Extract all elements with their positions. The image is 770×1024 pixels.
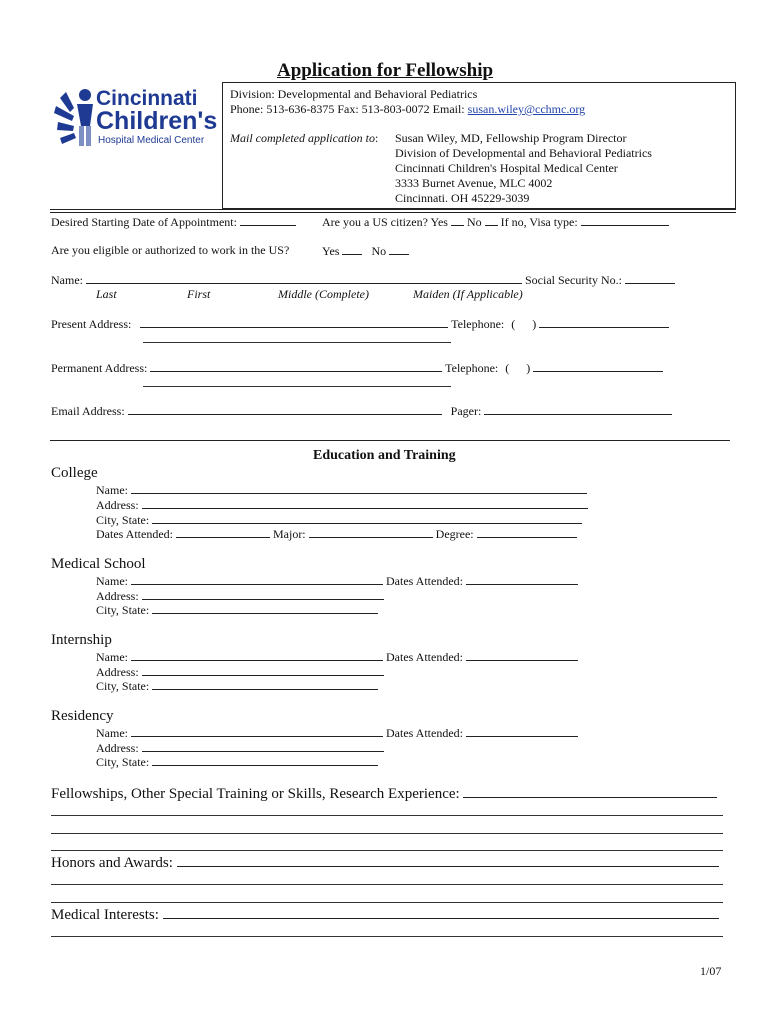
college-city-row [96,512,582,527]
medschool-address-label: Address: [96,589,139,603]
medschool-city-field[interactable] [152,602,378,614]
start-date-field[interactable] [240,214,296,226]
college-major-label: Major: [272,527,306,541]
interests-line-2[interactable] [51,936,723,937]
name-part-maiden: Maiden (If Applicable) [413,287,523,301]
email-row [51,403,672,418]
logo-line-1: Cincinnati [96,87,198,110]
college-dates-row [96,526,577,541]
section-divider [50,440,730,441]
present-address-row [51,316,669,331]
visa-type-field[interactable] [581,214,669,226]
logo-line-3: Hospital Medical Center [98,135,205,146]
residency-heading: Residency [51,708,114,724]
contact-email-link[interactable]: susan.wiley@cchmc.org [467,102,586,116]
present-paren-close: ) [532,317,537,331]
name-field[interactable] [86,272,522,284]
eligible-no-label: No [371,244,387,258]
residency-city-label: City, State: [96,755,150,769]
citizen-no-field[interactable] [485,214,498,226]
interests-row [51,905,719,924]
college-address-field[interactable] [142,497,588,509]
name-part-last: Last [96,287,117,301]
permanent-paren-close: ) [526,361,531,375]
ssn-label: Social Security No.: [525,273,622,287]
contact-info-box [222,82,736,209]
college-dates-label: Dates Attended: [96,527,173,541]
medschool-name-label: Name: [96,574,128,588]
college-major-field[interactable] [309,526,433,538]
eligible-no-field[interactable] [389,243,409,255]
fellowships-line-4[interactable] [51,850,723,851]
residency-city-row [96,754,378,769]
residency-address-label: Address: [96,741,139,755]
mail-label-colon: : [374,131,379,145]
start-date-row [51,214,296,229]
fellowships-field[interactable] [463,784,717,798]
internship-city-field[interactable] [152,678,378,690]
start-date-label: Desired Starting Date of Appointment: [51,215,237,229]
name-part-middle: Middle (Complete) [278,287,369,301]
residency-city-field[interactable] [152,754,378,766]
name-label: Name: [51,273,83,287]
visa-label: If no, Visa type: [500,215,578,229]
internship-name-label: Name: [96,650,128,664]
residency-name-row [96,725,578,740]
citizen-yes-field[interactable] [451,214,464,226]
email-field[interactable] [128,403,442,415]
present-address-label: Present Address: [51,317,132,331]
fellowships-line-2[interactable] [51,815,723,816]
header-divider [50,209,736,210]
name-row [51,272,675,287]
residency-dates-label: Dates Attended: [386,726,463,740]
permanent-telephone-field[interactable] [533,360,663,372]
present-telephone-field[interactable] [539,316,669,328]
internship-name-field[interactable] [131,649,383,661]
name-part-first: First [187,287,211,301]
pager-field[interactable] [484,403,672,415]
page-title: Application for Fellowship [277,60,494,81]
present-telephone-label: Telephone: [451,317,505,331]
interests-field[interactable] [163,905,719,919]
internship-heading: Internship [51,632,112,648]
fellowships-row [51,784,717,803]
eligible-label: Are you eligible or authorized to work in the US? [51,243,290,257]
internship-city-row [96,678,378,693]
residency-address-field[interactable] [142,740,384,752]
college-name-row [96,482,587,497]
mail-address-line-3: Cincinnati Children's Hospital Medical Center [395,161,618,175]
residency-address-row [96,740,384,755]
mail-address-line-5: Cincinnati. OH 45229-3039 [395,191,530,205]
permanent-address-row [51,360,663,375]
permanent-address-label: Permanent Address: [51,361,148,375]
division-text: Division: Developmental and Behavioral Pediatrics [230,87,478,101]
permanent-address-field[interactable] [150,360,442,372]
medschool-dates-field[interactable] [466,573,578,585]
medschool-city-row [96,602,378,617]
medschool-address-row [96,588,384,603]
medschool-dates-label: Dates Attended: [386,574,463,588]
college-name-label: Name: [96,483,128,497]
logo-line-2: Children's [96,107,218,135]
hospital-logo [52,86,220,152]
fellowships-label: Fellowships, Other Special Training or Skills, Research Experience: [51,786,460,802]
medschool-address-field[interactable] [142,588,384,600]
mail-address-line-4: 3333 Burnet Avenue, MLC 4002 [395,176,553,190]
medschool-city-label: City, State: [96,603,150,617]
college-address-label: Address: [96,498,139,512]
medical-school-heading: Medical School [51,556,146,572]
header-divider-2 [50,212,736,213]
education-heading: Education and Training [313,448,456,463]
interests-label: Medical Interests: [51,907,159,923]
residency-dates-field[interactable] [466,725,578,737]
honors-row [51,853,719,872]
email-label: Email Address: [51,404,125,418]
present-address-line-2[interactable] [143,342,451,343]
college-degree-label: Degree: [435,527,474,541]
citizen-row [322,214,669,229]
phone-line [230,102,585,116]
permanent-paren-open: ( [505,361,510,375]
pager-label: Pager: [450,404,482,418]
college-address-row [96,497,588,512]
college-city-field[interactable] [152,512,582,524]
eligible-options [322,243,409,258]
children-figure-icon [52,86,100,150]
present-paren-open: ( [511,317,516,331]
medschool-name-field[interactable] [131,573,383,585]
present-address-field[interactable] [140,316,448,328]
permanent-address-line-2[interactable] [143,386,451,387]
permanent-telephone-label: Telephone: [445,361,499,375]
citizen-label: Are you a US citizen? Yes [322,215,448,229]
fellowships-line-3[interactable] [51,833,723,834]
citizen-no-label: No [466,215,482,229]
page-number: 1/07 [700,964,722,978]
mail-address-line-1: Susan Wiley, MD, Fellowship Program Director [395,131,627,145]
honors-field[interactable] [177,853,719,867]
ssn-field[interactable] [625,272,675,284]
college-heading: College [51,465,98,481]
college-name-field[interactable] [131,482,587,494]
medschool-name-row [96,573,578,588]
mail-label [230,131,378,145]
internship-dates-label: Dates Attended: [386,650,463,664]
phone-fax-text: Phone: 513-636-8375 Fax: 513-803-0072 Email: [230,102,468,116]
internship-address-row [96,664,384,679]
internship-address-field[interactable] [142,664,384,676]
internship-dates-field[interactable] [466,649,578,661]
college-city-label: City, State: [96,513,150,527]
honors-label: Honors and Awards: [51,855,173,871]
college-dates-field[interactable] [176,526,270,538]
internship-address-label: Address: [96,665,139,679]
eligible-yes-label: Yes [322,244,340,258]
honors-line-3[interactable] [51,902,723,903]
internship-city-label: City, State: [96,679,150,693]
honors-line-2[interactable] [51,884,723,885]
residency-name-field[interactable] [131,725,383,737]
mail-address-line-2: Division of Developmental and Behavioral Pediatrics [395,146,652,160]
residency-name-label: Name: [96,726,128,740]
mail-label-text: Mail completed application to [230,131,375,145]
internship-name-row [96,649,578,664]
college-degree-field[interactable] [477,526,577,538]
eligible-yes-field[interactable] [342,243,362,255]
